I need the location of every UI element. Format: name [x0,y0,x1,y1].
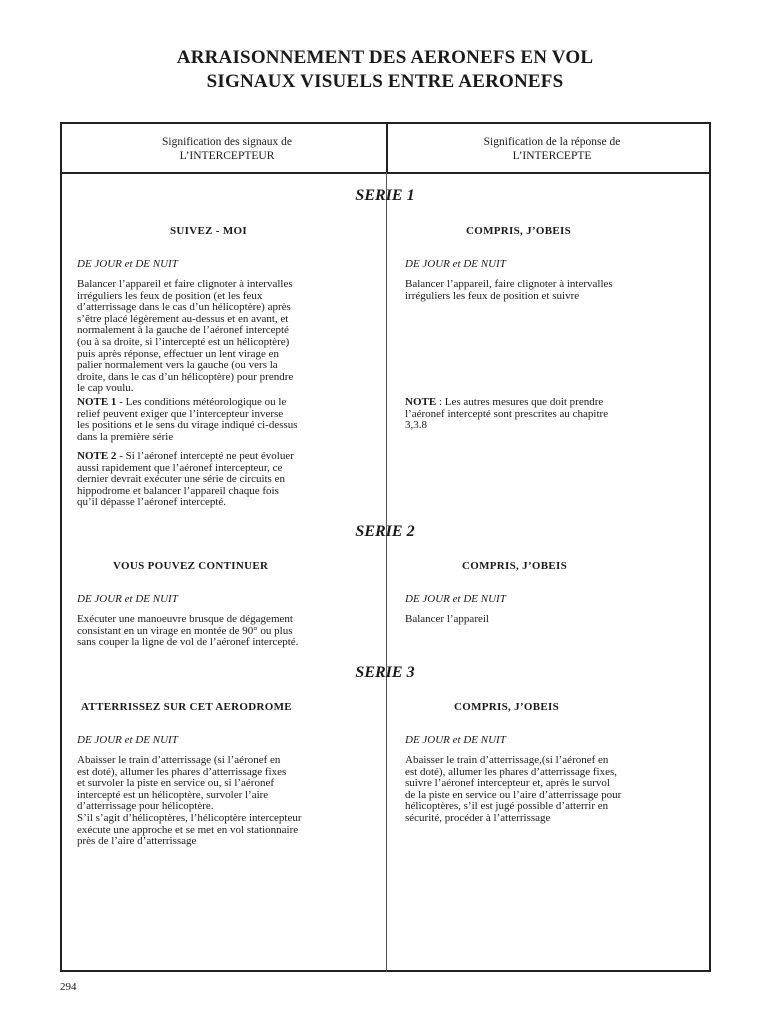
serie-1-note-2 [77,451,377,509]
header-intercepted: Signification de la réponse de L’INTERCEPTE [483,136,621,162]
page-number: 294 [60,981,77,993]
note-1-text: - Les conditions météorologique ou le relief peuvent exiger que l’intercepteur inverse les positions et le sens du virage indiqué ci-dessus dans la première série [77,396,298,443]
serie-1-title: SERIE 1 [355,187,415,204]
right-note-label: NOTE [405,396,437,408]
serie-1-right-text: Balancer l’appareil, faire clignoter à intervalles irréguliers les feux de position et suivre [405,278,613,302]
serie-3-left-heading: ATTERRISSEZ SUR CET AERODROME [81,701,292,713]
serie-3-left-period: DE JOUR et DE NUIT [77,734,178,746]
serie-3-right-heading: COMPRIS, J’OBEIS [454,701,560,713]
serie-1-right-period: DE JOUR et DE NUIT [405,258,506,270]
serie-1-right-heading: COMPRIS, J’OBEIS [466,225,572,237]
right-note-text: : Les autres mesures que doit prendre l’aéronef intercepté sont prescrites au chapitre 3,3.8 [405,396,609,432]
note-2-label: NOTE 2 [77,450,117,462]
serie-2-right-heading: COMPRIS, J’OBEIS [462,560,568,572]
body-column-divider [386,172,387,972]
serie-2-right-text: Balancer l’appareil [405,613,489,625]
serie-1-note-1 [77,397,377,443]
serie-1-left-period: DE JOUR et DE NUIT [77,258,178,270]
serie-3-right-period: DE JOUR et DE NUIT [405,734,506,746]
serie-2-right-period: DE JOUR et DE NUIT [405,593,506,605]
serie-2-left-period: DE JOUR et DE NUIT [77,593,178,605]
header-interceptor: Signification des signaux de L’INTERCEPTEUR [162,136,292,162]
note-2-text: - Si l’aéronef intercepté ne peut évoluer aussi rapidement que l’aéronef intercepteur, ce dernier devrait exécuter une série de circuits en hippodrome et balancer l’appareil chaque fois qu’il dépasse l’aéronef intercepté. [77,450,294,509]
serie-3-left-text: Abaisser le train d’atterrissage (si l’aéronef en est doté), allumer les phares d’atterrissage fixes et survoler la piste en service ou, si l’aéronef intercepté est un hélicoptère, survoler l’aire d’atterrissage pour hélicoptère. S’il s’agit d’hélicoptères, l’hélicoptère intercepteur exécute une approche et se met en vol stationnaire près de l’aire d’atterrissage [77,754,302,848]
serie-1-left-heading: SUIVEZ - MOI [170,225,247,237]
serie-1-left-text: Balancer l’appareil et faire clignoter à intervalles irréguliers les feux de position (et les feux d’atterrissage dans le cas d’un hélicoptère) après s’être placé légèrement au-dessus et en avant, et normalement à la gauche de l’aéronef intercepté (ou à sa droite, si l’intercepté est un hélicoptère) puis après réponse, effectuer un lent virage en palier normalement vers la gauche (ou vers la droite, dans le cas d’un hélicoptère) pour prendre le cap voulu. [77,278,294,395]
serie-3-right-text: Abaisser le train d’atterrissage,(si l’aéronef en est doté), allumer les phares d’atterrissage fixes, suivre l’aéronef intercepteur et, après le survol de la piste en service ou l’aire d’atterrissage pour hélicoptères, s’il est jugé possible d’atterrir en sécurité, procéder à l’atterrissage [405,754,622,824]
serie-1-right-note [405,397,705,432]
note-1-label: NOTE 1 [77,396,117,408]
document-title-line1: ARRAISONNEMENT DES AERONEFS EN VOL [176,47,594,68]
serie-3-title: SERIE 3 [355,664,415,681]
document-title-line2: SIGNAUX VISUELS ENTRE AERONEFS [206,71,564,92]
serie-2-left-text: Exécuter une manoeuvre brusque de dégagement consistant en un virage en montée de 90° ou plus sans couper la ligne de vol de l’aéronef intercepté. [77,613,299,649]
serie-2-left-heading: VOUS POUVEZ CONTINUER [113,560,269,572]
serie-2-title: SERIE 2 [355,523,415,540]
header-column-divider [386,124,388,172]
